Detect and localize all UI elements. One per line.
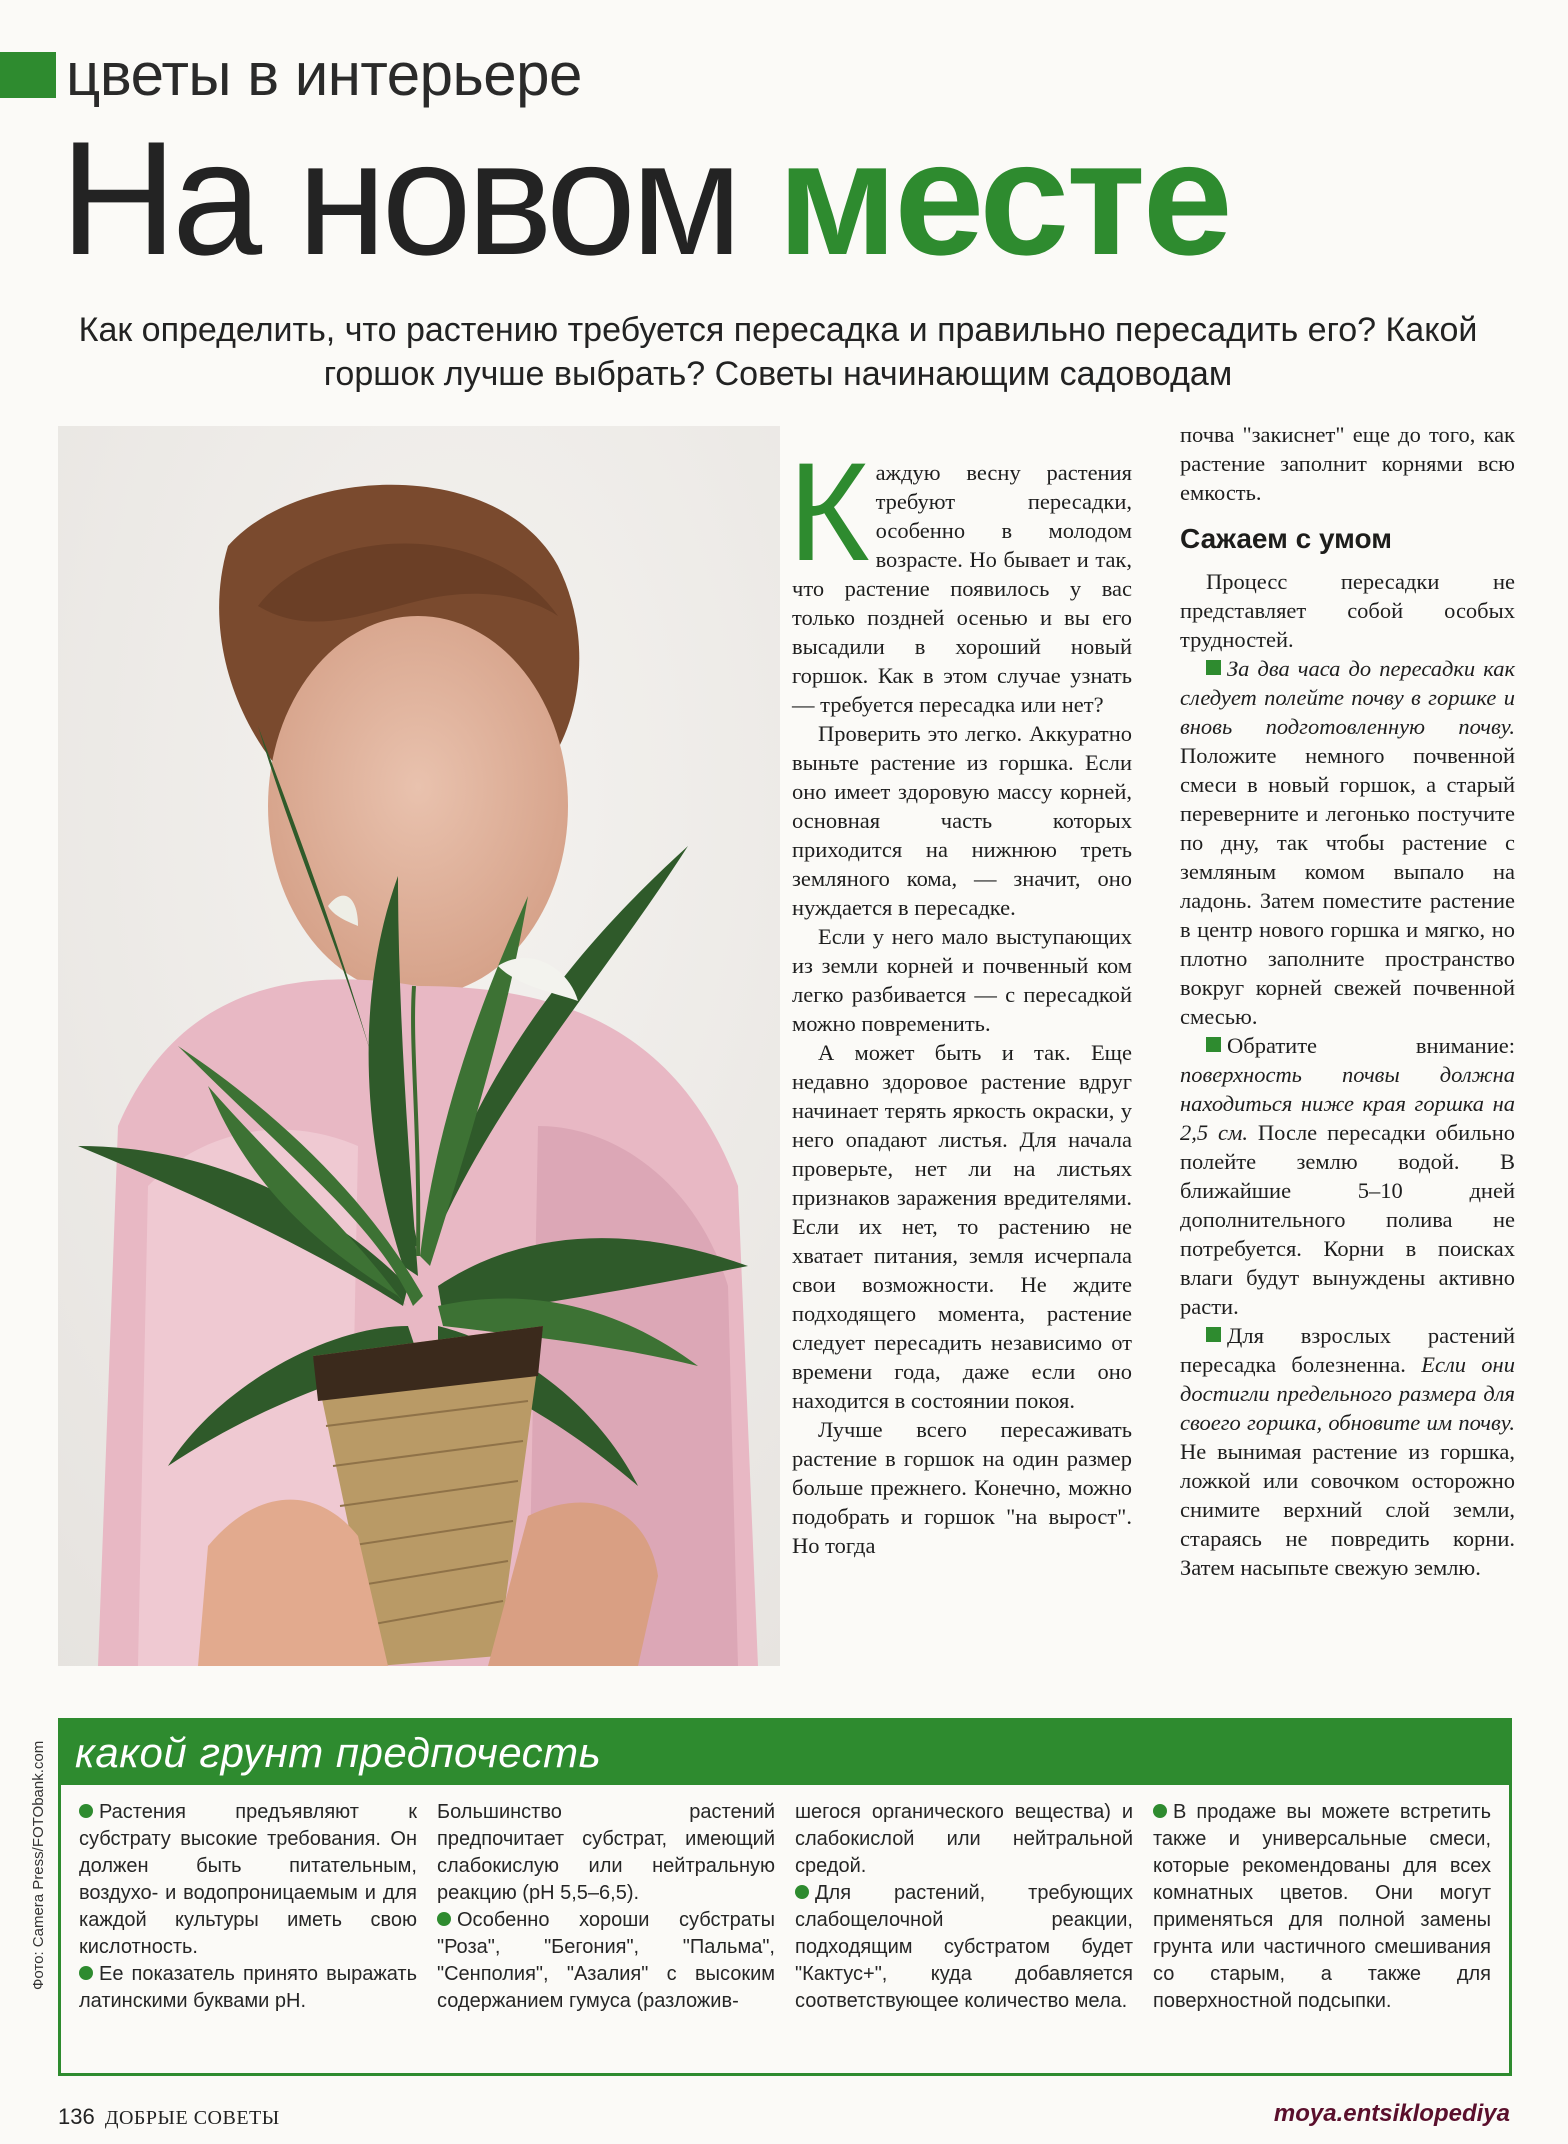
magazine-name: ДОБРЫЕ СОВЕТЫ: [104, 2107, 280, 2129]
bullet-dot-icon: [1153, 1804, 1167, 1818]
article-paragraph: почва "закиснет" еще до того, как растение заполнит корнями всю емкость.: [1180, 422, 1515, 505]
article-paragraph: Каждую весну растения требуют пересадки, особенно в молодом возрасте. Но бывает и так, что растение появилось у вас только поздней осенью и вы его высадили в хороший новый горшок. Как в этом случае узнать — требуется пересадка или нет?: [788, 433, 1132, 717]
box-column-3: [795, 1799, 1133, 2015]
box-paragraph: шегося органического вещества) и слабокислой или нейтральной средой.: [795, 1801, 1133, 1877]
box-paragraph: Растения предъявляют к субстрату высокие требования. Он должен быть питательным, воздухо- и водопроницаемым и для каждой культуры иметь свою кислотность.: [79, 1801, 417, 1958]
article-paragraph: Процесс пересадки не представляет собой особых трудностей.: [1180, 569, 1515, 652]
soil-sidebar-box: [58, 1718, 1512, 2076]
box-column-1: [79, 1799, 417, 2015]
headline-accent: месте: [777, 108, 1230, 289]
headline: [60, 108, 1230, 289]
box-paragraph: Особенно хороши субстраты "Роза", "Бегония", "Пальма", "Сенполия", "Азалия" с высоким содержанием гумуса (разложив-: [437, 1909, 775, 2012]
box-column-4: [1153, 1799, 1491, 2015]
box-paragraph: Большинство растений предпочитает субстрат, имеющий слабокислую или нейтральную реакцию (pH 5,5–6,5).: [437, 1801, 775, 1904]
box-paragraph: Для растений, требующих слабощелочной реакции, подходящим субстратом будет "Кактус+", куда добавляется соответствующее количество мела.: [795, 1882, 1133, 2012]
box-column-2: [437, 1799, 775, 2015]
page-number: 136: [58, 2104, 95, 2129]
article-paragraph: Обратите внимание: поверхность почвы должна находиться ниже края горшка на 2,5 см. После пересадки обильно полейте землю водой. В ближайшие 5–10 дней дополнительного полива не потребуется. Корни в поисках влаги будут вынуждены активно расти.: [1180, 1033, 1515, 1319]
lead-paragraph: Как определить, что растению требуется пересадка и правильно пересадить его? Какой горшок лучше выбрать? Советы начинающим садоводам: [78, 311, 1478, 393]
box-paragraph: В продаже вы можете встретить также и универсальные смеси, которые рекомендованы для всех комнатных цветов. Они могут применяться для полной замены грунта или частичного смешивания со старым, а также для поверхностной подсыпки.: [1153, 1801, 1491, 2012]
section-subhead: Сажаем с умом: [1180, 523, 1392, 554]
article-paragraph: Если у него мало выступающих из земли корней и почвенный ком легко разбивается — с пересадкой можно повременить.: [792, 924, 1132, 1036]
rubric-text: цветы в интерьере: [66, 41, 582, 108]
watermark: moya.entsiklopediya: [1273, 2100, 1510, 2127]
rubric: [0, 40, 582, 110]
bullet-dot-icon: [79, 1966, 93, 1980]
bullet-dot-icon: [437, 1912, 451, 1926]
bullet-dot-icon: [79, 1804, 93, 1818]
plant-illustration: [58, 426, 780, 1666]
rubric-bar: [0, 52, 56, 98]
article-paragraph: Для взрослых растений пересадка болезненна. Если они достигли предельного размера для своего горшка, обновите им почву. Не вынимая растение из горшка, ложкой или совочком осторожно снимите верхний слой земли, стараясь не повредить корни. Затем насыпьте свежую землю.: [1180, 1323, 1515, 1580]
box-title: какой грунт предпочесть: [61, 1721, 1509, 1785]
headline-part1: На новом: [60, 108, 738, 289]
box-paragraph: Ее показатель принято выражать латинскими буквами pH.: [79, 1963, 417, 2012]
drop-cap: К: [788, 433, 870, 590]
article-paragraph: Лучше всего пересаживать растение в горшок на один размер больше прежнего. Конечно, можно подобрать и горшок "на вырост". Но тогда: [792, 1417, 1132, 1558]
bullet-dot-icon: [795, 1885, 809, 1899]
article-column-2: [1180, 420, 1515, 1582]
article-paragraph: Проверить это легко. Аккуратно выньте растение из горшка. Если оно имеет здоровую массу корней, основная часть которых приходится на нижнюю треть земляного кома, — значит, оно нуждается в пересадке.: [792, 721, 1132, 920]
article-column-1: [788, 433, 1132, 1560]
square-bullet-icon: [1206, 660, 1221, 675]
page-footer: [58, 2104, 280, 2130]
square-bullet-icon: [1206, 1037, 1221, 1052]
square-bullet-icon: [1206, 1327, 1221, 1342]
article-paragraph: За два часа до пересадки как следует полейте почву в горшке и вновь подготовленную почву. Положите немного почвенной смеси в новый горшок, а старый переверните и легонько постучите по дну, так чтобы растение с земляным комом выпало на ладонь. Затем поместите растение в центр нового горшка и мягко, но плотно заполните пространство вокруг корней свежей почвенной смесью.: [1180, 656, 1515, 1029]
plant-photo: [58, 426, 780, 1666]
article-paragraph: А может быть и так. Еще недавно здоровое растение вдруг начинает терять яркость окраски, у него опадают листья. Для начала проверьте, нет ли на листьях признаков заражения вредителями. Если их нет, то растению не хватает питания, земля исчерпала свои возможности. Не ждите подходящего момента, растение следует пересадить независимо от времени года, даже если оно находится в состоянии покоя.: [792, 1040, 1132, 1413]
photo-credit: Фото: Camera Press/FOTObank.com: [30, 1740, 47, 1990]
